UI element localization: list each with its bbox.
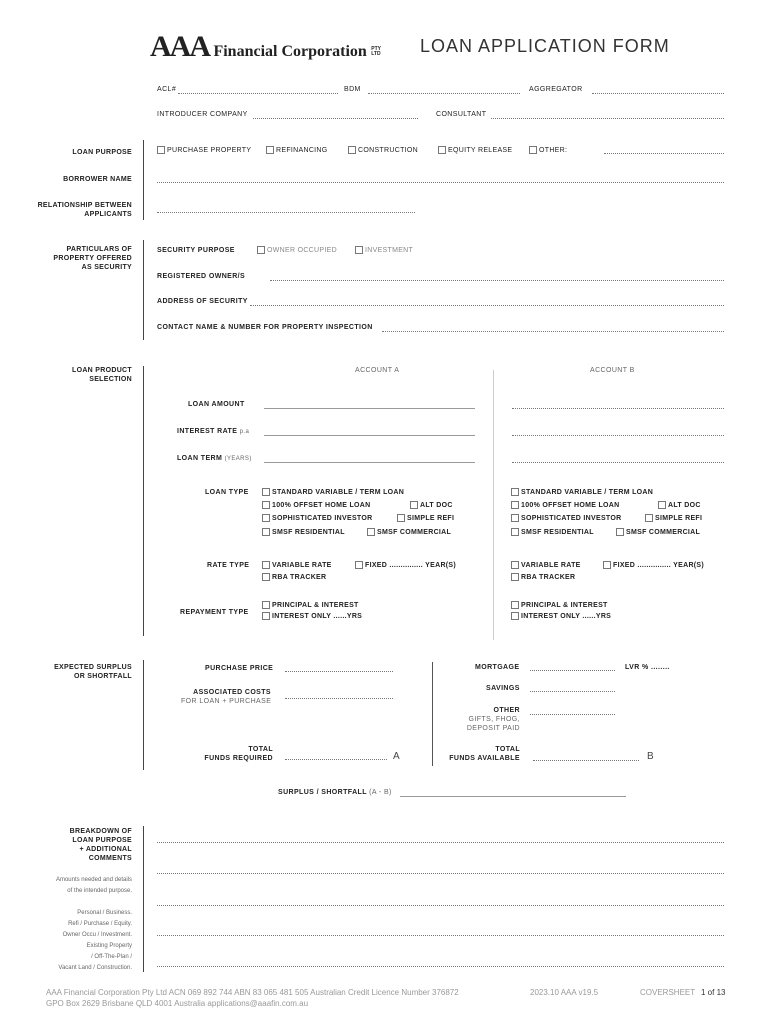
introducer-label: INTRODUCER COMPANY: [157, 111, 248, 118]
security-owner-occupied[interactable]: OWNER OCCUPIED: [257, 246, 337, 254]
acl-field[interactable]: [178, 93, 338, 94]
company-suffix: PTY LTD: [371, 45, 381, 57]
mortgage-label: MORTGAGE: [475, 664, 520, 671]
section-bar: [143, 660, 144, 770]
bdm-label: BDM: [344, 86, 361, 93]
security-purpose-label: SECURITY PURPOSE: [157, 247, 235, 254]
account-a-label: ACCOUNT A: [355, 367, 400, 374]
loan-product-label: LOAN PRODUCT SELECTION: [72, 367, 132, 383]
surplus-summary-field[interactable]: [400, 796, 626, 797]
lt-b-offset[interactable]: 100% OFFSET HOME LOAN: [511, 501, 619, 509]
breakdown-line[interactable]: [157, 873, 724, 874]
borrower-field[interactable]: [157, 182, 724, 183]
bdm-field[interactable]: [368, 93, 520, 94]
purpose-other[interactable]: OTHER:: [529, 146, 567, 154]
lt-a-simple-refi[interactable]: SIMPLE REFI: [397, 514, 454, 522]
account-divider: [493, 370, 494, 640]
relationship-label: RELATIONSHIP BETWEEN APPLICANTS: [37, 202, 132, 218]
company-logo: [150, 30, 383, 64]
security-investment[interactable]: INVESTMENT: [355, 246, 413, 254]
footer-address: GPO Box 2629 Brisbane QLD 4001 Australia applications@aaafin.com.au: [46, 999, 309, 1008]
lt-a-smsf-com[interactable]: SMSF COMMERCIAL: [367, 528, 451, 536]
account-b-label: ACCOUNT B: [590, 367, 635, 374]
associated-costs-label: ASSOCIATED COSTS FOR LOAN + PURCHASE: [181, 689, 272, 705]
lt-a-smsf-res[interactable]: SMSF RESIDENTIAL: [262, 528, 345, 536]
lt-b-smsf-res[interactable]: SMSF RESIDENTIAL: [511, 528, 594, 536]
surplus-label: EXPECTED SURPLUS OR SHORTFALL: [54, 664, 132, 680]
aggregator-field[interactable]: [592, 93, 724, 94]
loan-term-b-field[interactable]: [512, 462, 724, 463]
total-available-label: TOTAL FUNDS AVAILABLE: [449, 746, 520, 762]
loan-amount-b-field[interactable]: [512, 408, 724, 409]
logo-mark: AAA: [150, 30, 209, 63]
loan-purpose-label: LOAN PURPOSE: [72, 149, 132, 156]
purpose-equity-release[interactable]: EQUITY RELEASE: [438, 146, 512, 154]
loan-term-a-field[interactable]: [264, 462, 475, 463]
purpose-refinancing[interactable]: REFINANCING: [266, 146, 328, 154]
breakdown-line[interactable]: [157, 905, 724, 906]
loan-amount-a-field[interactable]: [264, 408, 475, 409]
rt-b-rba[interactable]: RBA TRACKER: [511, 573, 575, 581]
purchase-price-label: PURCHASE PRICE: [205, 665, 274, 672]
address-label: ADDRESS OF SECURITY: [157, 298, 248, 305]
rt-a-variable[interactable]: VARIABLE RATE: [262, 561, 332, 569]
total-available-field[interactable]: [533, 760, 639, 761]
lt-b-simple-refi[interactable]: SIMPLE REFI: [645, 514, 702, 522]
footer-sheet: COVERSHEET: [640, 988, 696, 997]
consultant-field[interactable]: [491, 118, 724, 119]
borrower-label: BORROWER NAME: [63, 176, 132, 183]
loan-amount-label: LOAN AMOUNT: [188, 401, 245, 408]
breakdown-line[interactable]: [157, 935, 724, 936]
other-funds-label: OTHER GIFTS, FHOG, DEPOSIT PAID: [466, 707, 520, 732]
form-title: LOAN APPLICATION FORM: [420, 36, 670, 56]
surplus-divider: [432, 662, 433, 766]
lt-b-smsf-com[interactable]: SMSF COMMERCIAL: [616, 528, 700, 536]
interest-rate-label: INTEREST RATE p.a: [177, 428, 250, 435]
footer-version: 2023.10 AAA v19.5: [530, 988, 599, 997]
repayment-type-label: REPAYMENT TYPE: [180, 609, 249, 616]
savings-field[interactable]: [530, 691, 615, 692]
breakdown-note: Amounts needed and details of the intended purpose. Personal / Business. Refi / Purchase / Equity. Owner Occu / Investment. Existing Property / Off-The-Plan / Vacant Land / Construction.: [55, 877, 132, 971]
company-name: Financial Corporation: [213, 43, 367, 60]
consultant-label: CONSULTANT: [436, 111, 487, 118]
total-required-field[interactable]: [285, 759, 387, 760]
lt-a-standard[interactable]: STANDARD VARIABLE / TERM LOAN: [262, 488, 404, 496]
lt-b-altdoc[interactable]: ALT DOC: [658, 501, 701, 509]
lt-a-altdoc[interactable]: ALT DOC: [410, 501, 453, 509]
total-required-label: TOTAL FUNDS REQUIRED: [204, 746, 273, 762]
acl-label: ACL#: [157, 86, 177, 93]
contact-label: CONTACT NAME & NUMBER FOR PROPERTY INSPECTION: [157, 324, 373, 331]
footer-company-info: AAA Financial Corporation Pty Ltd ACN 069 892 744 ABN 83 065 481 505 Australian Credit Licence Number 376872: [46, 988, 459, 997]
surplus-summary-label: SURPLUS / SHORTFALL (A - B): [278, 789, 392, 796]
savings-label: SAVINGS: [486, 685, 520, 692]
other-funds-field[interactable]: [530, 714, 615, 715]
loan-type-label: LOAN TYPE: [205, 489, 249, 496]
loan-term-label: LOAN TERM (YEARS): [177, 455, 252, 462]
lt-b-sophisticated[interactable]: SOPHISTICATED INVESTOR: [511, 514, 621, 522]
section-bar: [143, 140, 144, 220]
rate-type-label: RATE TYPE: [207, 562, 250, 569]
rt-b-variable[interactable]: VARIABLE RATE: [511, 561, 581, 569]
purpose-other-field[interactable]: [604, 153, 724, 154]
mortgage-field[interactable]: [530, 670, 615, 671]
purpose-purchase[interactable]: PURCHASE PROPERTY: [157, 146, 251, 154]
rp-b-io[interactable]: INTEREST ONLY ......YRS: [511, 612, 611, 620]
rt-a-fixed[interactable]: FIXED ............... YEAR(S): [355, 561, 456, 569]
purchase-price-field[interactable]: [285, 671, 393, 672]
rp-a-pi[interactable]: PRINCIPAL & INTEREST: [262, 601, 359, 609]
total-b-marker: B: [647, 751, 654, 762]
section-bar: [143, 240, 144, 340]
aggregator-label: AGGREGATOR: [529, 86, 583, 93]
rt-b-fixed[interactable]: FIXED ............... YEAR(S): [603, 561, 704, 569]
rp-b-pi[interactable]: PRINCIPAL & INTEREST: [511, 601, 608, 609]
interest-rate-b-field[interactable]: [512, 435, 724, 436]
interest-rate-a-field[interactable]: [264, 435, 475, 436]
lt-b-standard[interactable]: STANDARD VARIABLE / TERM LOAN: [511, 488, 653, 496]
address-field[interactable]: [250, 305, 724, 306]
breakdown-line[interactable]: [157, 842, 724, 843]
total-a-marker: A: [393, 751, 400, 762]
section-bar: [143, 366, 144, 636]
introducer-field[interactable]: [253, 118, 418, 119]
lvr-label: LVR % ........: [625, 664, 670, 671]
purpose-construction[interactable]: CONSTRUCTION: [348, 146, 418, 154]
section-bar: [143, 826, 144, 972]
breakdown-label: BREAKDOWN OF LOAN PURPOSE + ADDITIONAL COMMENTS: [69, 828, 132, 862]
rp-a-io[interactable]: INTEREST ONLY ......YRS: [262, 612, 362, 620]
registered-owner-field[interactable]: [270, 280, 724, 281]
contact-field[interactable]: [382, 331, 724, 332]
lt-a-sophisticated[interactable]: SOPHISTICATED INVESTOR: [262, 514, 372, 522]
footer-page-number: 1 of 13: [701, 988, 726, 997]
breakdown-line[interactable]: [157, 966, 724, 967]
associated-costs-field[interactable]: [285, 698, 393, 699]
rt-a-rba[interactable]: RBA TRACKER: [262, 573, 326, 581]
registered-owner-label: REGISTERED OWNER/S: [157, 273, 246, 280]
relationship-field[interactable]: [157, 212, 415, 213]
lt-a-offset[interactable]: 100% OFFSET HOME LOAN: [262, 501, 370, 509]
security-label: PARTICULARS OF PROPERTY OFFERED AS SECURITY: [53, 246, 132, 271]
